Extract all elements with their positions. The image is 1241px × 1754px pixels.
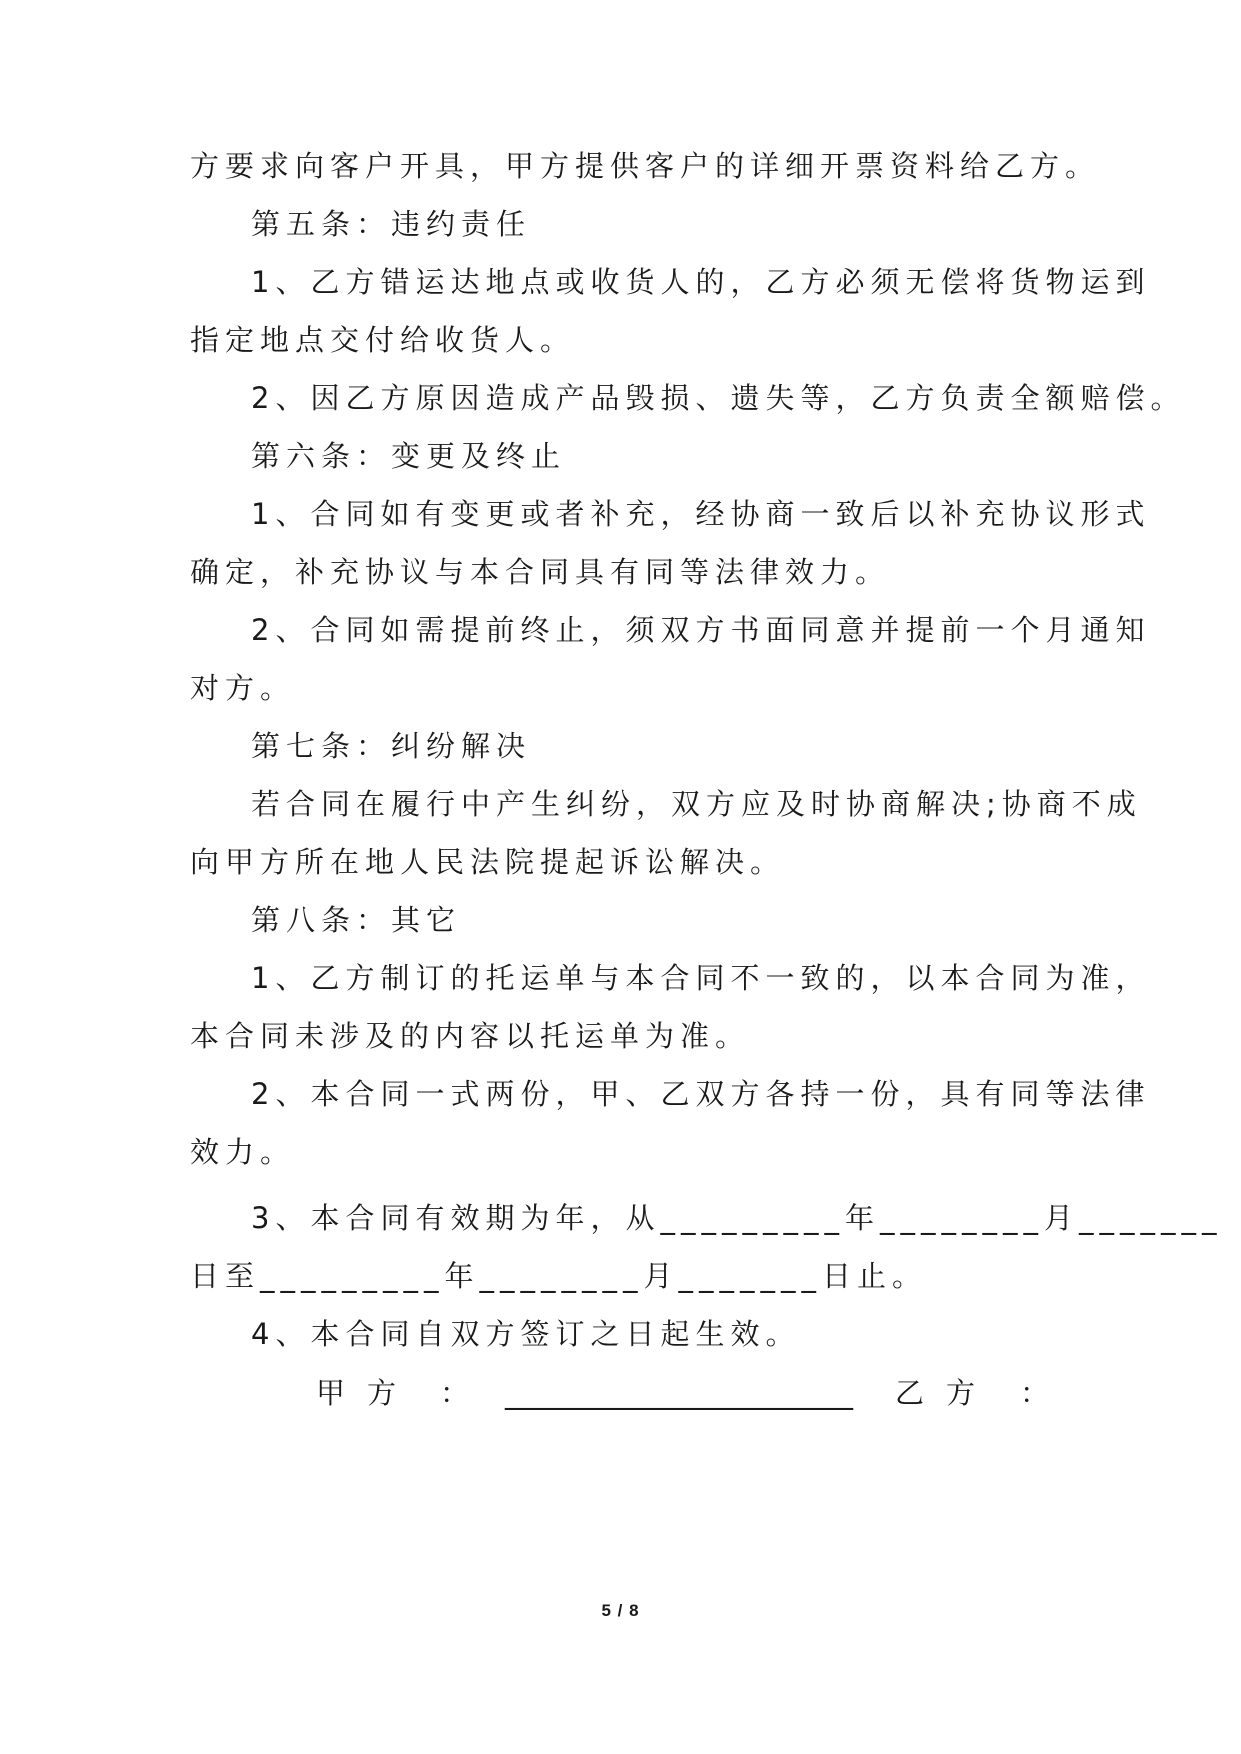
page-number: 5 / 8 bbox=[601, 1601, 640, 1620]
section-heading: 第六条：变更及终止 bbox=[251, 439, 567, 473]
paragraph-line: 效力。 bbox=[190, 1135, 296, 1169]
paragraph-line: 方要求向客户开具，甲方提供客户的详细开票资料给乙方。 bbox=[190, 149, 1101, 183]
party-b-label: 乙方 bbox=[895, 1376, 998, 1410]
paragraph-line: 1、乙方制订的托运单与本合同不一致的，以本合同为准， bbox=[251, 961, 1151, 995]
paragraph-line: 2、合同如需提前终止，须双方书面同意并提前一个月通知 bbox=[251, 613, 1151, 647]
paragraph-line: 1、合同如有变更或者补充，经协商一致后以补充协议形式 bbox=[251, 497, 1151, 531]
party-b-colon: ： bbox=[1020, 1376, 1050, 1410]
paragraph-line: 若合同在履行中产生纠纷，双方应及时协商解决;协商不成 bbox=[251, 787, 1142, 821]
paragraph-line: 2、因乙方原因造成产品毁损、遗失等，乙方负责全额赔偿。 bbox=[251, 381, 1186, 415]
section-heading: 第五条：违约责任 bbox=[251, 207, 532, 241]
paragraph-line: 4、本合同自双方签订之日起生效。 bbox=[251, 1317, 801, 1351]
section-heading: 第七条：纠纷解决 bbox=[251, 729, 532, 763]
paragraph-line: 3、本合同有效期为年，从_________年________月_______ bbox=[251, 1201, 1223, 1235]
paragraph-line: 2、本合同一式两份，甲、乙双方各持一份，具有同等法律 bbox=[251, 1077, 1151, 1111]
paragraph-line: 本合同未涉及的内容以托运单为准。 bbox=[190, 1019, 751, 1053]
paragraph-line: 确定，补充协议与本合同具有同等法律效力。 bbox=[190, 555, 891, 589]
paragraph-line: 日至_________年________月_______日止。 bbox=[190, 1259, 928, 1293]
paragraph-line: 1、乙方错运达地点或收货人的，乙方必须无偿将货物运到 bbox=[251, 265, 1151, 299]
party-a-signature-blank: ________________________ bbox=[505, 1376, 853, 1410]
paragraph-line: 向甲方所在地人民法院提起诉讼解决。 bbox=[190, 845, 786, 879]
paragraph-line: 对方。 bbox=[190, 671, 296, 705]
party-a-colon: ： bbox=[440, 1376, 470, 1410]
section-heading: 第八条：其它 bbox=[251, 903, 462, 937]
party-a-label: 甲方 bbox=[316, 1376, 419, 1410]
paragraph-line: 指定地点交付给收货人。 bbox=[190, 323, 576, 357]
